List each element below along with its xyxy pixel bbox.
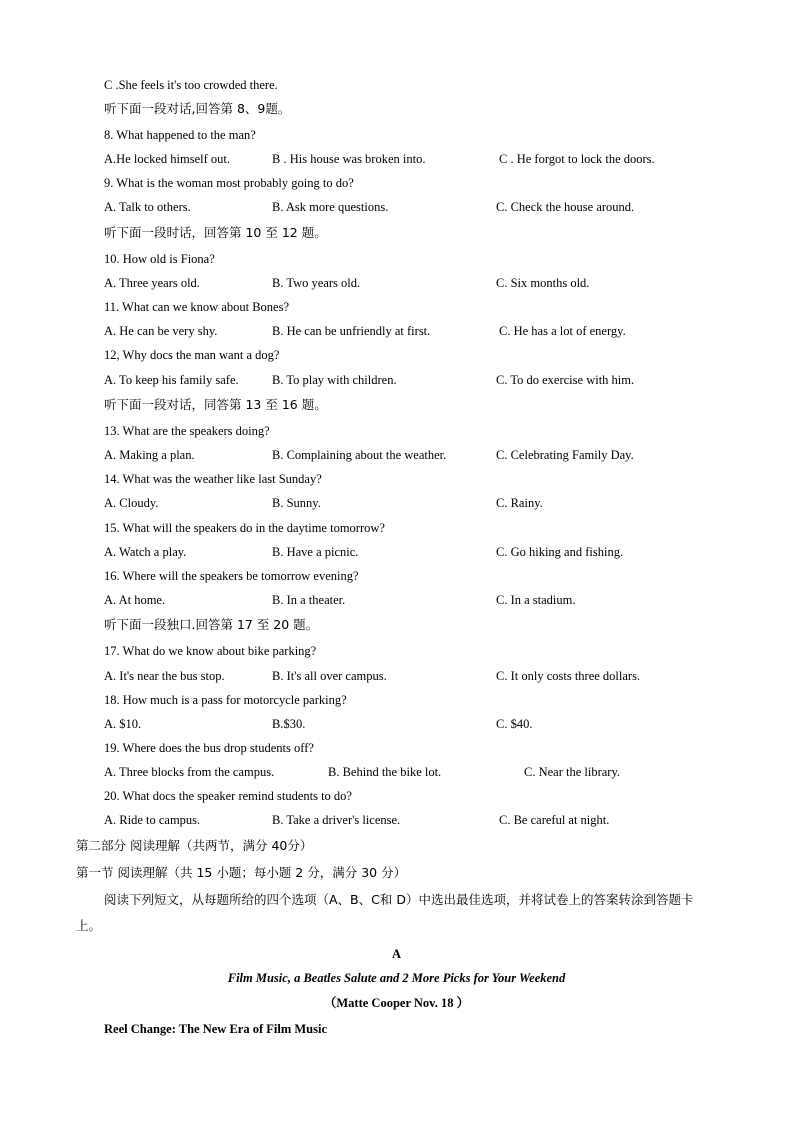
question-15: 15. What will the speakers do in the daytime tomorrow? — [104, 521, 385, 535]
q8-option-b: B . His house was broken into. — [272, 152, 426, 166]
q15-option-a: A. Watch a play. — [104, 545, 187, 559]
q18-option-b: B.$30. — [272, 717, 306, 731]
q14-option-b: B. Sunny. — [272, 496, 321, 510]
question-9: 9. What is the woman most probably going to do? — [104, 176, 354, 190]
q20-option-c: C. Be careful at night. — [499, 813, 610, 827]
reading-instruction: 阅读下列短文，从每题所给的四个选项（A、B、C和 D）中选出最佳选项，并将试卷上的答案转涂到答题卡上。 — [76, 892, 694, 933]
question-8: 8. What happened to the man? — [104, 128, 256, 142]
q11-option-c: C. He has a lot of energy. — [499, 324, 626, 338]
part-2-heading: 第二部分 阅读理解（共两节，满分 40分） — [76, 838, 313, 853]
q10-option-b: B. Two years old. — [272, 276, 361, 290]
q11-option-a: A. He can be very shy. — [104, 324, 218, 338]
q19-option-c: C. Near the library. — [524, 765, 621, 779]
section-heading-17-20: 听下面一段独口.回答第 17 至 20 题。 — [104, 617, 319, 632]
q7-option-c: C .She feels it's too crowded there. — [104, 78, 278, 92]
q12-option-b: B. To play with children. — [272, 373, 397, 387]
q14-option-c: C. Rainy. — [496, 496, 543, 510]
q8-option-c: C . He forgot to lock the doors. — [499, 152, 655, 166]
question-17: 17. What do we know about bike parking? — [104, 644, 317, 658]
q18-option-a: A. $10. — [104, 717, 142, 731]
q17-option-c: C. It only costs three dollars. — [496, 669, 641, 683]
q8-option-a: A.He locked himself out. — [104, 152, 231, 166]
passage-subhead: Reel Change: The New Era of Film Music — [104, 1022, 328, 1036]
q19-option-a: A. Three blocks from the campus. — [104, 765, 275, 779]
q10-option-a: A. Three years old. — [104, 276, 200, 290]
q16-option-c: C. In a stadium. — [496, 593, 576, 607]
q10-option-c: C. Six months old. — [496, 276, 590, 290]
section-1-heading: 第一节 阅读理解（共 15 小题；每小题 2 分，满分 30 分） — [76, 865, 407, 880]
section-heading-8-9: 听下面一段对话,回答第 8、9题。 — [104, 101, 291, 116]
q16-option-b: B. In a theater. — [272, 593, 346, 607]
q15-option-b: B. Have a picnic. — [272, 545, 359, 559]
question-20: 20. What docs the speaker remind students to do? — [104, 789, 352, 803]
q16-option-a: A. At home. — [104, 593, 166, 607]
question-18: 18. How much is a pass for motorcycle parking? — [104, 693, 347, 707]
question-13: 13. What are the speakers doing? — [104, 424, 270, 438]
q11-option-b: B. He can be unfriendly at first. — [272, 324, 431, 338]
q9-option-c: C. Check the house around. — [496, 200, 635, 214]
q13-option-c: C. Celebrating Family Day. — [496, 448, 634, 462]
q18-option-c: C. $40. — [496, 717, 533, 731]
q13-option-a: A. Making a plan. — [104, 448, 195, 462]
question-12: 12, Why docs the man want a dog? — [104, 348, 280, 362]
passage-letter: A — [391, 947, 402, 961]
q9-option-b: B. Ask more questions. — [272, 200, 389, 214]
section-heading-13-16: 听下面一段对话，同答第 13 至 16 题。 — [104, 397, 327, 412]
q17-option-b: B. It's all over campus. — [272, 669, 387, 683]
question-10: 10. How old is Fiona? — [104, 252, 215, 266]
q17-option-a: A. It's near the bus stop. — [104, 669, 225, 683]
q20-option-b: B. Take a driver's license. — [272, 813, 401, 827]
question-19: 19. Where does the bus drop students off? — [104, 741, 314, 755]
passage-byline: （Matte Cooper Nov. 18 ） — [323, 996, 470, 1010]
q9-option-a: A. Talk to others. — [104, 200, 191, 214]
question-11: 11. What can we know about Bones? — [104, 300, 290, 314]
section-heading-10-12: 听下面一段时话，回答第 10 至 12 题。 — [104, 225, 327, 240]
question-16: 16. Where will the speakers be tomorrow evening? — [104, 569, 359, 583]
q20-option-a: A. Ride to campus. — [104, 813, 201, 827]
q12-option-c: C. To do exercise with him. — [496, 373, 635, 387]
passage-title: Film Music, a Beatles Salute and 2 More Picks for Your Weekend — [227, 971, 566, 985]
q13-option-b: B. Complaining about the weather. — [272, 448, 447, 462]
q15-option-c: C. Go hiking and fishing. — [496, 545, 624, 559]
q12-option-a: A. To keep his family safe. — [104, 373, 239, 387]
question-14: 14. What was the weather like last Sunday? — [104, 472, 322, 486]
q14-option-a: A. Cloudy. — [104, 496, 159, 510]
q19-option-b: B. Behind the bike lot. — [328, 765, 442, 779]
